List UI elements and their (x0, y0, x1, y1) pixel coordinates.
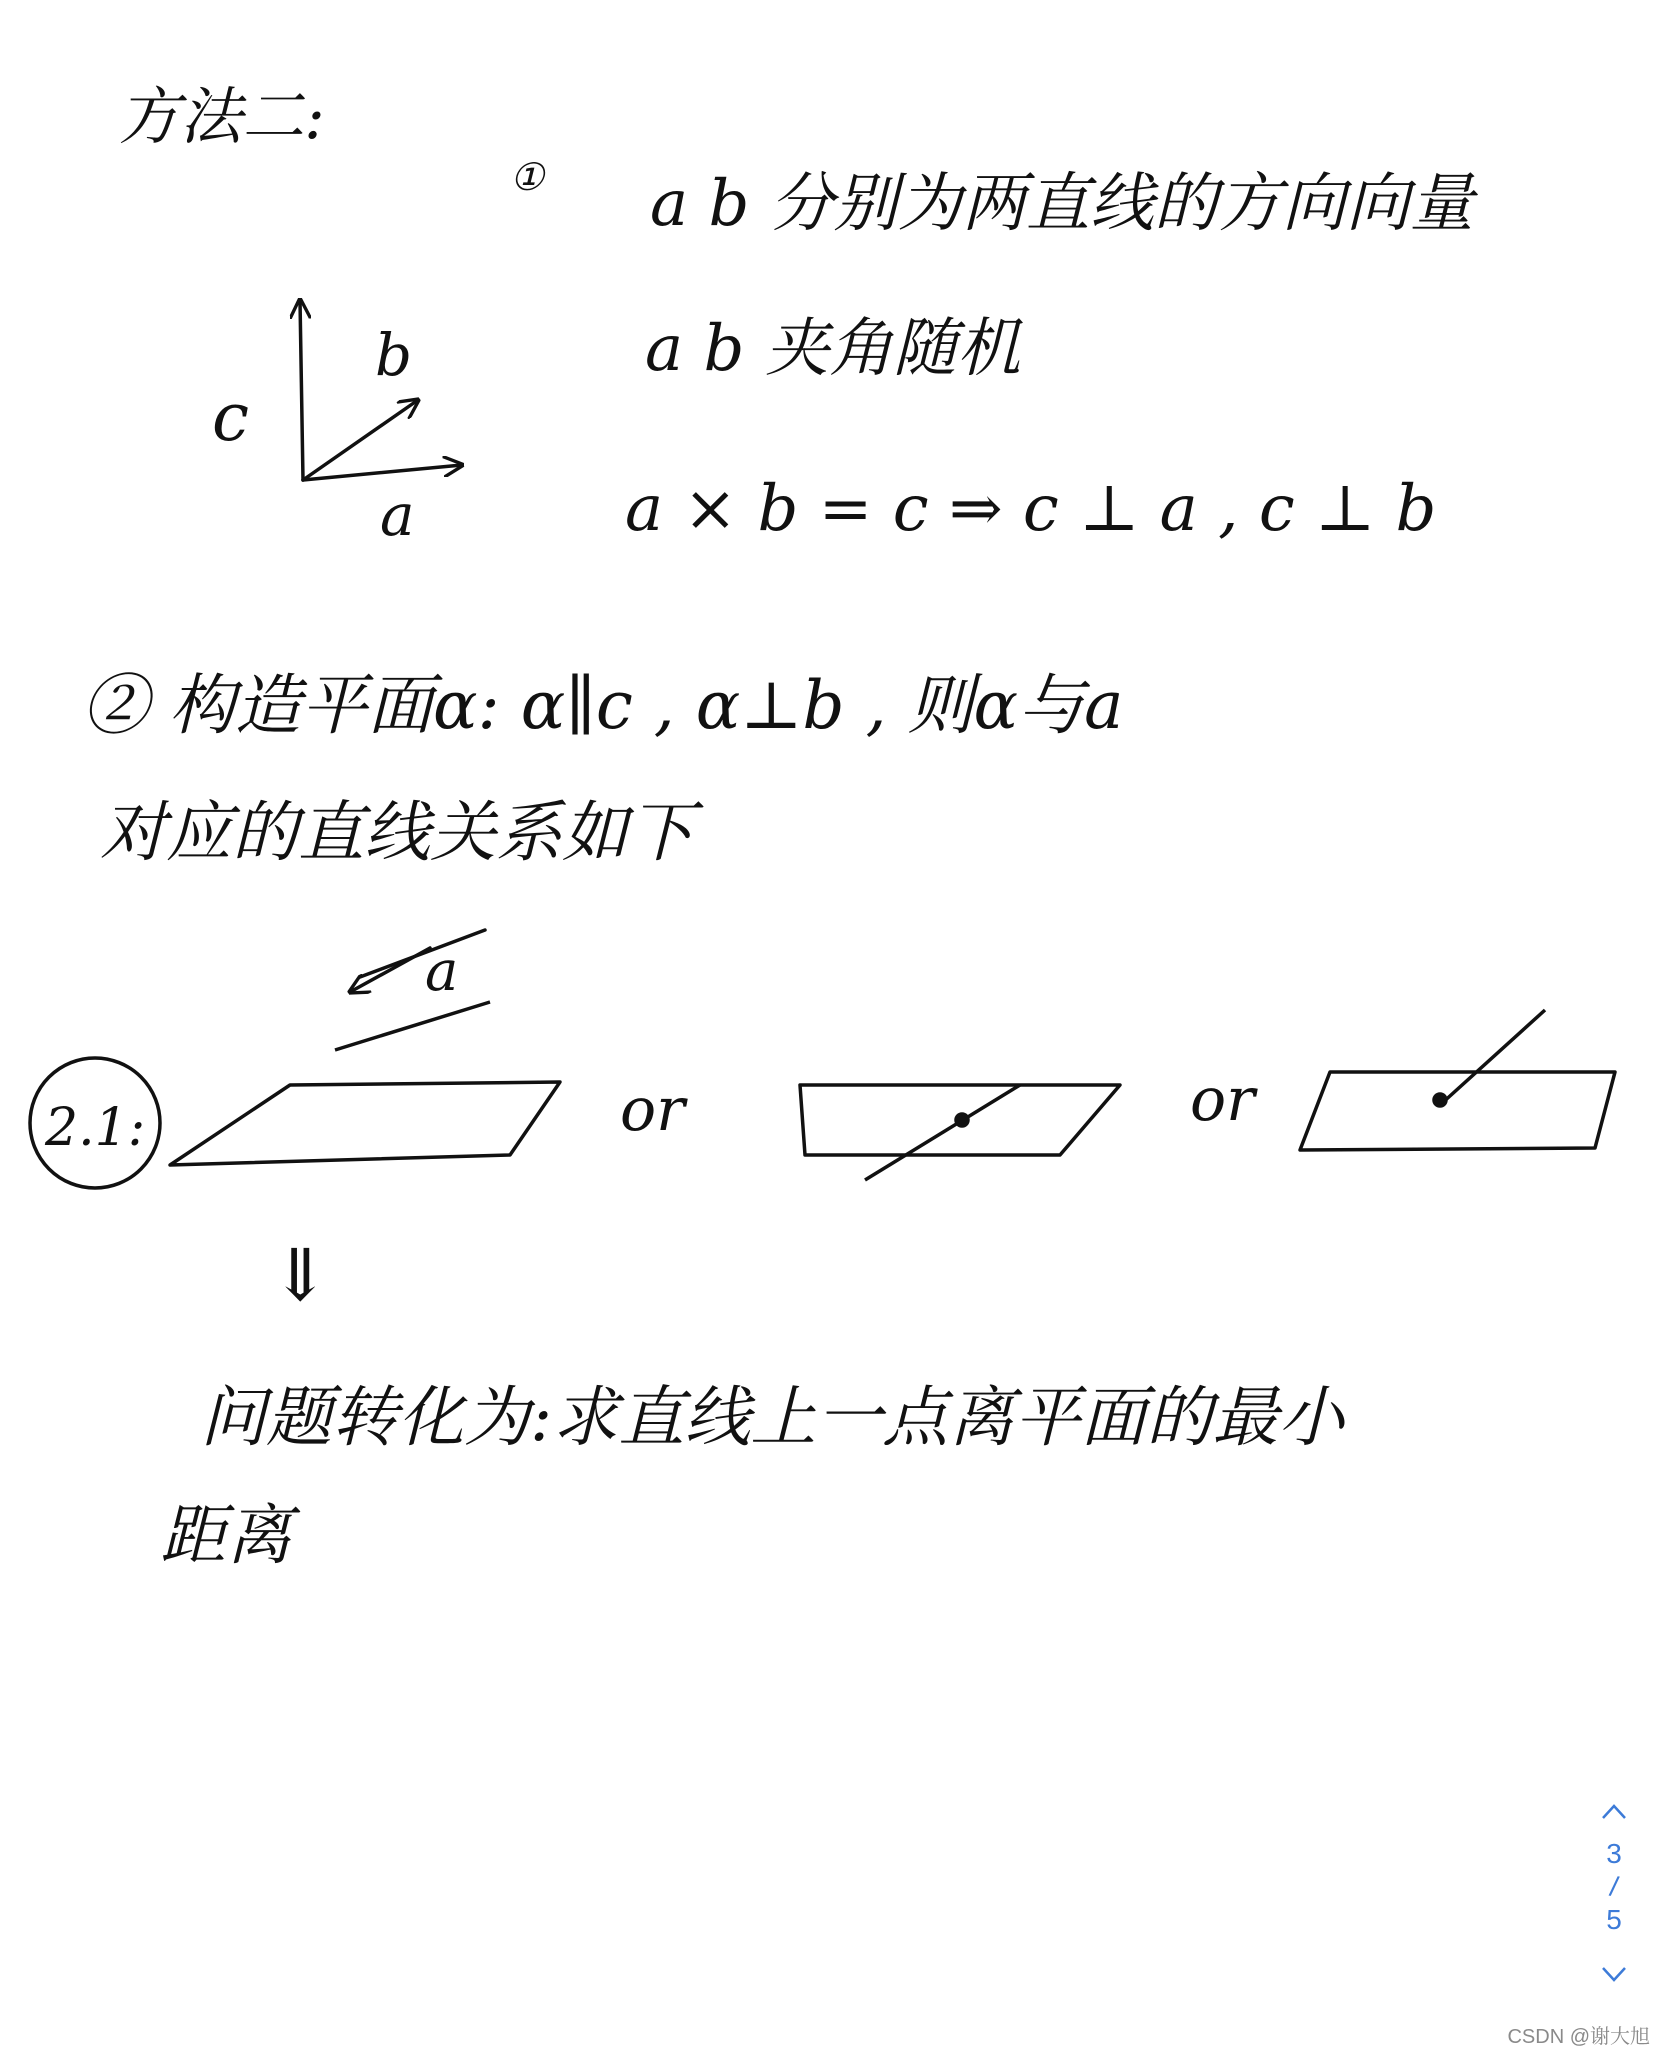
page-separator: / (1607, 1870, 1621, 1903)
conclusion-line1: 问题转化为:求直线上一点离平面的最小 (200, 1379, 1345, 1456)
label-c: c (212, 379, 249, 456)
plane-case-cross (1300, 1010, 1615, 1150)
vector-a-above-plane (350, 930, 485, 992)
step2-line1: ② 构造平面α: α∥c , α⊥b , 则α与a (82, 667, 1124, 744)
plane-case-intersect (800, 1085, 1120, 1180)
label-b: b (375, 321, 413, 389)
current-page: 3 (1606, 1838, 1622, 1869)
implies-arrow: ⇓ (270, 1233, 331, 1317)
csdn-watermark: CSDN @谢大旭 (1507, 2026, 1650, 2048)
total-pages: 5 (1606, 1904, 1622, 1935)
label-a: a (380, 481, 415, 549)
plane-case-parallel (170, 1002, 560, 1165)
step1-marker: ① (510, 155, 545, 199)
step1-line3: a × b = c ⇒ c ⊥ a , c ⊥ b (625, 472, 1437, 546)
conclusion-line2: 距离 (160, 1497, 292, 1574)
vector-a-arrow (303, 465, 462, 480)
page-up-icon[interactable] (1594, 1800, 1634, 1836)
vector-c-arrow (300, 300, 303, 480)
step1-line2: a b 夹角随机 (645, 312, 1021, 386)
or-label-2: or (1190, 1065, 1255, 1135)
vector-b-arrow (303, 400, 418, 480)
case-marker (30, 1058, 160, 1188)
step1-line1: a b 分别为两直线的方向向量 (650, 167, 1474, 241)
page-navigator (1594, 1800, 1634, 1998)
vector-a-label: a (425, 939, 459, 1004)
method-title: 方法二: (118, 80, 325, 153)
page-down-icon[interactable] (1594, 1962, 1634, 1998)
svg-text:2.1:: 2.1: (45, 1098, 146, 1158)
or-label-1: or (620, 1075, 685, 1145)
step2-line2: 对应的直线关系如下 (100, 794, 694, 871)
